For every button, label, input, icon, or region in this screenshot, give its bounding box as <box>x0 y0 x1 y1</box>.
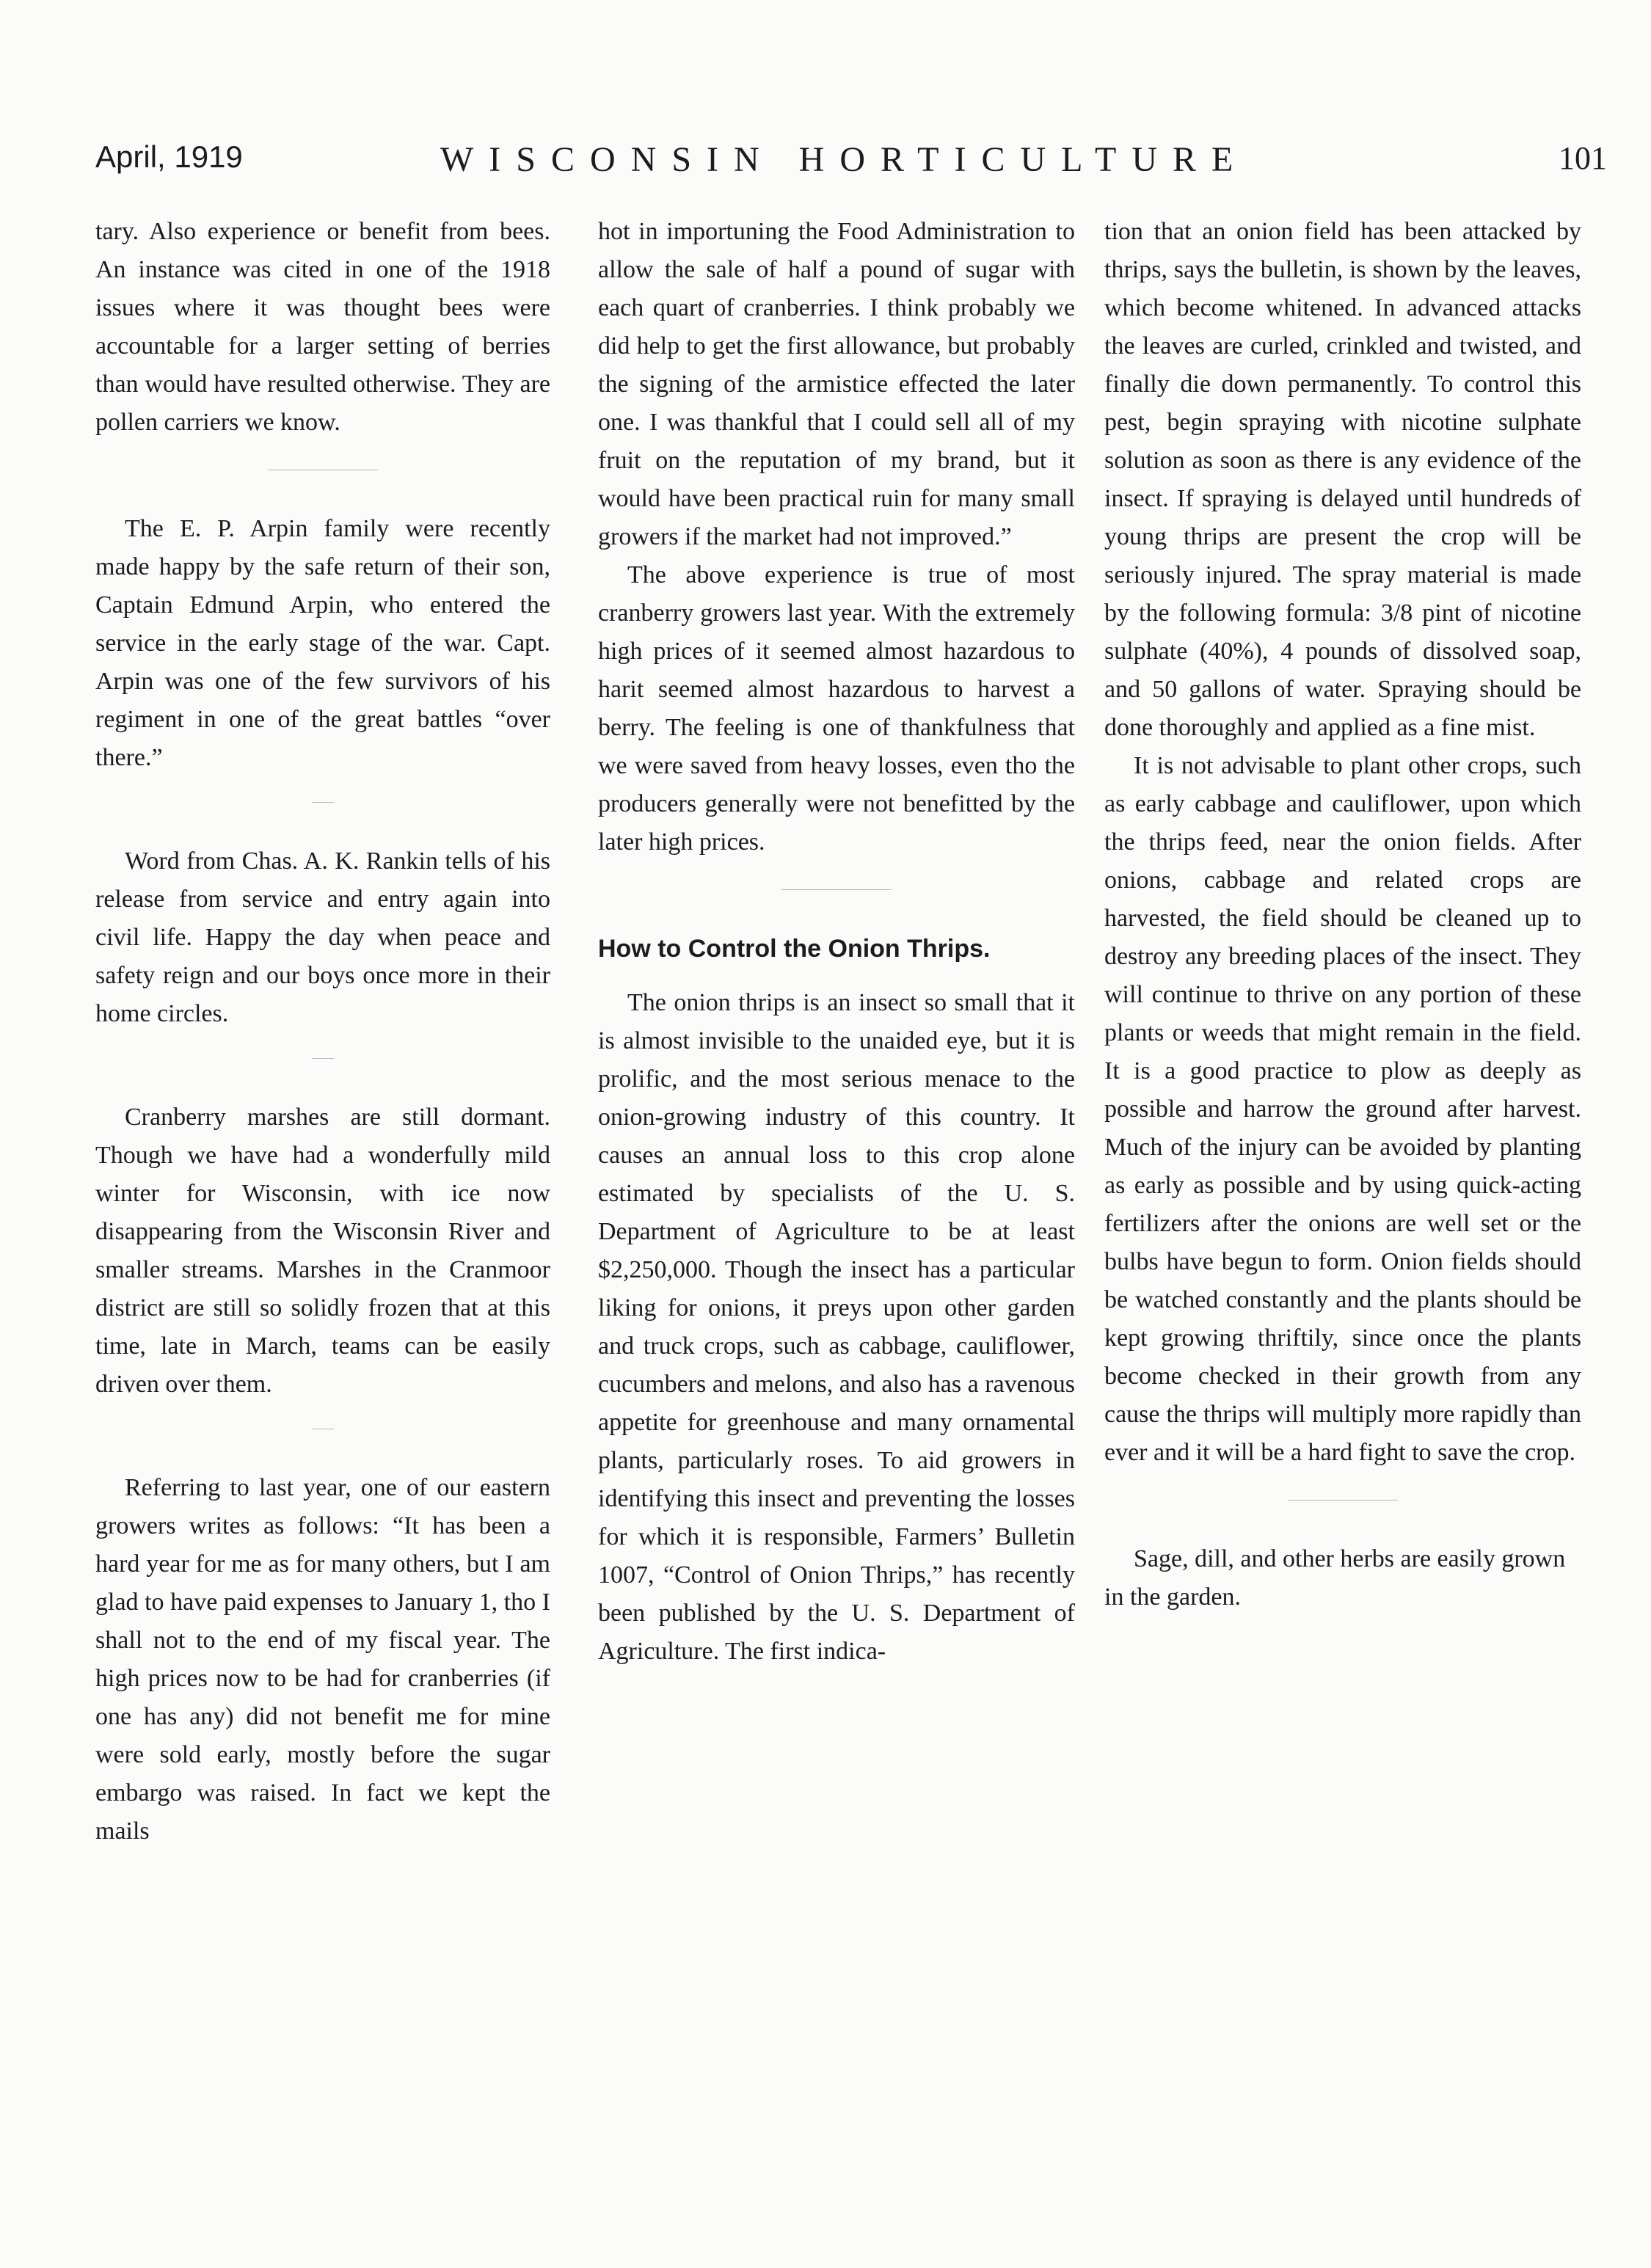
paragraph-thrips-prevention: It is not advisable to plant other crops, such as early cabbage and cauliflower, upon which the thrips feed, near the onion fields. After onions, cabbage and related crops are harvested, the field should be cleaned up to destroy any breeding places of the insect. They will continue to thrive on any portion of these plants or weeds that might remain in the field. It is a good practice to plow as deeply as possible and harrow the ground after harvest. Much of the injury can be avoided by planting as early as possible and by using quick-acting fertilizers after the onions are well set or the bulbs have begun to form. Onion fields should be watched constantly and the plants should be kept growing thriftily, since once the plants become checked in their growth from any cause the thrips will multiply more rapidly than ever and it will be a hard fight to save the crop. <box>1104 752 1581 1466</box>
issue-date: April, 1919 <box>95 139 243 174</box>
page-number: 101 <box>1559 140 1607 176</box>
paragraph-rankin: Word from Chas. A. K. Rankin tells of his release from service and entry again into civil life. Happy the day when peace and safety reign and our boys once more in their home circles. <box>95 847 550 1027</box>
section-divider <box>312 1058 334 1059</box>
paragraph-arpin-family: The E. P. Arpin family were recently made happy by the safe return of their son, Captain Edmund Arpin, who entered the service in the early stage of the war. Capt. Arpin was one of the few survivors of his regiment in one of the great battles “over there.” <box>95 515 550 771</box>
section-divider <box>1288 1500 1398 1501</box>
paragraph-cranberry-marshes: Cranberry marshes are still dormant. Though we have had a wonderfully mild winter for Wisconsin, with ice now disappearing from the Wisconsin River and smaller streams. Marshes in the Cranmoor district are still so solidly frozen that at this time, late in March, teams can be easily driven over them. <box>95 1104 550 1398</box>
publication-title: WISCONSIN HORTICULTURE <box>440 140 1249 179</box>
paragraph-onion-thrips-intro: The onion thrips is an insect so small that it is almost invisible to the unaided eye, but it is prolific, and the most serious menace to the onion-growing industry of this country. It causes an annual loss to this crop alone estimated by specialists of the U. S. Department of Agriculture to be at least $2,250,000. Though the insect has a particular liking for onions, it preys upon other garden and truck crops, such as cabbage, cauliflower, cucumbers and melons, and also has a ravenous appetite for greenhouse and many ornamental plants, particularly roses. To aid growers in identifying this insect and preventing the losses for which it is responsible, Farmers’ Bulletin 1007, “Control of Onion Thrips,” has recently been published by the U. S. Department of Agriculture. The first indica- <box>598 989 1075 1665</box>
paragraph-eastern-grower: Referring to last year, one of our eastern growers writes as follows: “It has been a hard year for me as for many others, but I am glad to have paid expenses to January 1, tho I shall not to the end of my fiscal year. The high prices now to be had for cranberries (if one has any) did not benefit me for mine were sold early, mostly before the sugar embargo was raised. In fact we kept the mails <box>95 1474 550 1845</box>
paragraph-bees-continued: tary. Also experience or benefit from bees. An instance was cited in one of the 1918 issues where it was thought bees were accountable for a larger setting of berries than would have resulted otherwise. They are pollen carriers we know. <box>95 218 550 436</box>
article-heading: How to Control the Onion Thrips. <box>598 935 991 963</box>
section-divider <box>781 889 892 890</box>
section-divider <box>312 802 334 803</box>
paragraph-thrips-symptoms: tion that an onion field has been attacked by thrips, says the bulletin, is shown by the leaves, which become whitened. In advanced attacks the leaves are curled, crinkled and twisted, and finally die down permanently. To control this pest, begin spraying with nicotine sulphate solution as soon as there is any evidence of the insect. If spraying is delayed until hundreds of young thrips are present the crop will be seriously injured. The spray material is made by the following formula: 3/8 pint of nicotine sulphate (40%), 4 pounds of dissolved soap, and 50 gallons of water. Spraying should be done thoroughly and applied as a fine mist. <box>1104 218 1581 741</box>
paragraph-cranberry-growers: The above experience is true of most cranberry growers last year. With the extremely high prices of it seemed almost hazardous to harit seemed almost hazardous to harvest a berry. The feeling is one of thankfulness that we were saved from heavy losses, even tho the producers generally were not benefitted by the later high prices. <box>598 561 1075 856</box>
paragraph-herbs: Sage, dill, and other herbs are easily grown in the garden. <box>1104 1545 1566 1611</box>
paragraph-food-administration: hot in importuning the Food Administration to allow the sale of half a pound of sugar with each quart of cranberries. I think probably we did help to get the first allowance, but probably the signing of the armistice effected the later one. I was thankful that I could sell all of my fruit on the reputation of my brand, but it would have been practical ruin for many small growers if the market had not improved.” <box>598 218 1075 550</box>
page-header <box>95 139 1607 191</box>
column-right <box>1104 213 1581 1616</box>
column-left <box>95 213 550 1851</box>
column-middle <box>598 213 1075 1671</box>
